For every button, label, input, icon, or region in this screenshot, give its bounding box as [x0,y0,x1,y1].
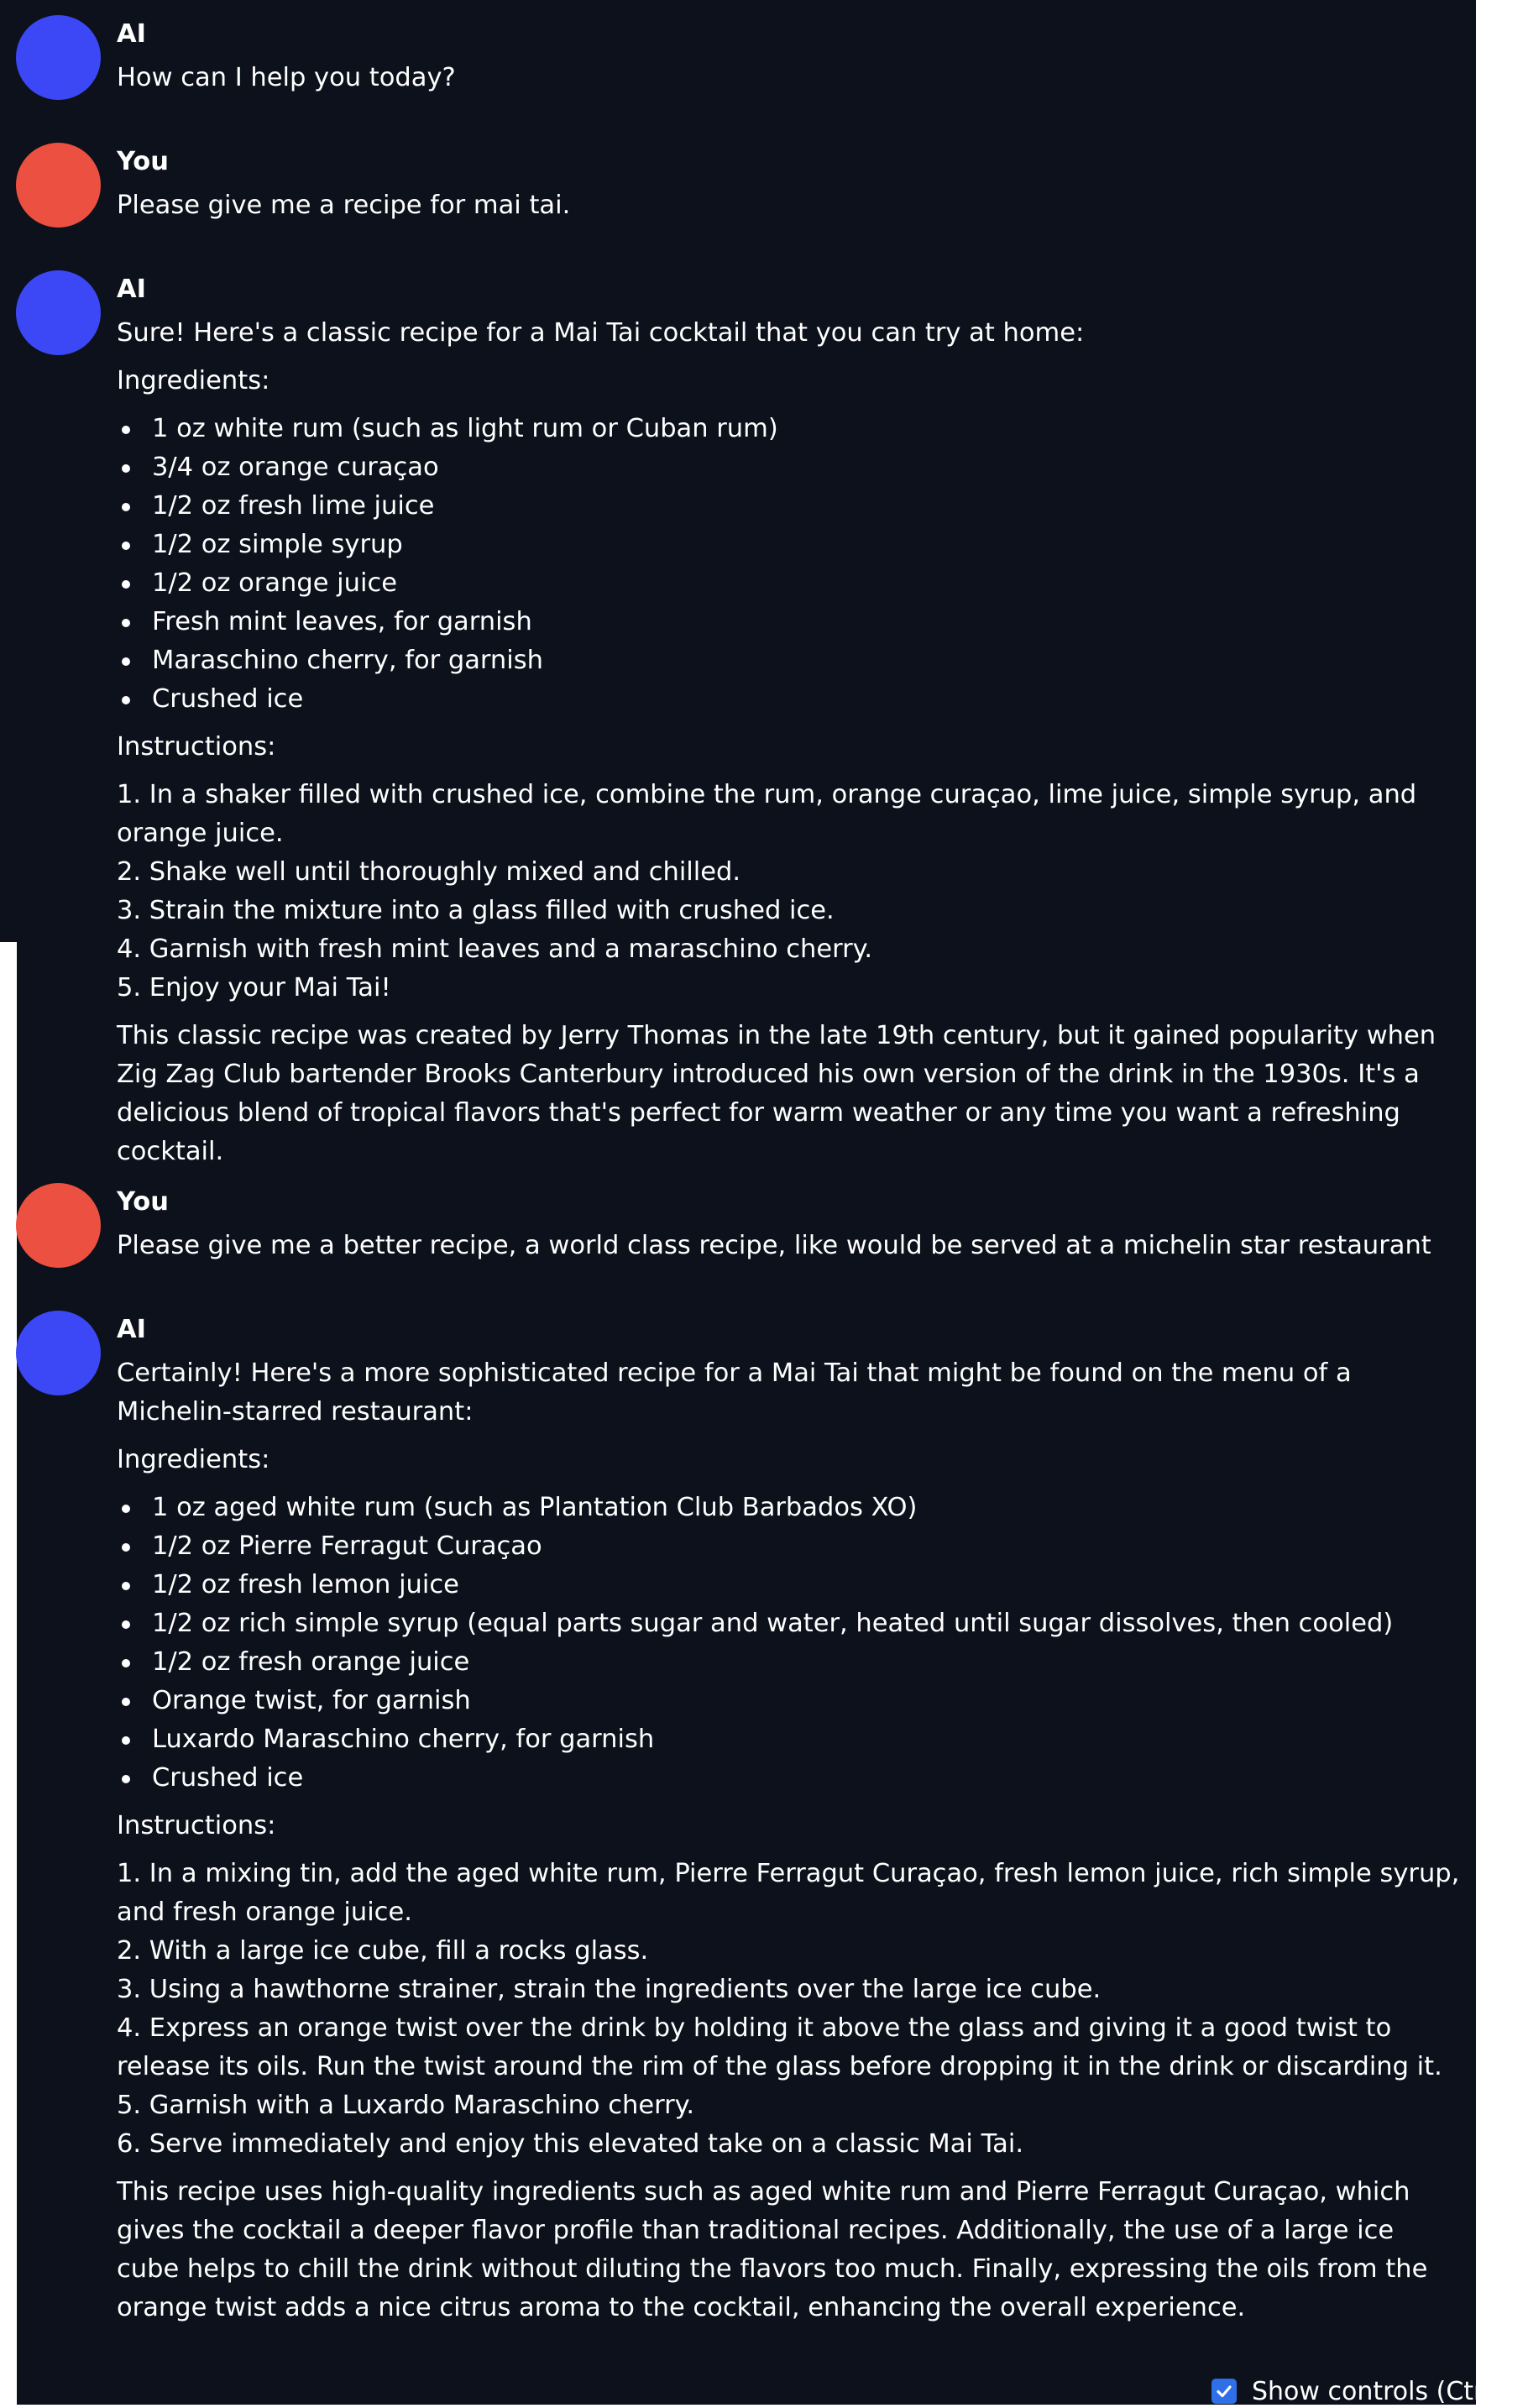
list-item [152,1759,1464,1798]
ingredient-text: Fresh mint leaves, for garnish [152,607,532,636]
ingredient-text: 1/2 oz Pierre Ferragut Curaçao [152,1531,542,1561]
list-item [152,1489,1464,1527]
list-item [152,1643,1464,1682]
list-item [152,641,1464,680]
ingredient-text: 1/2 oz simple syrup [152,530,403,559]
list-item [152,1604,1464,1643]
show-controls-label: Show controls (Ctrl+S [1252,2376,1528,2406]
message-content [117,1312,1464,2337]
bullet-icon [122,1698,130,1706]
bullet-icon [122,580,130,589]
message-content [117,1185,1464,1275]
list-item [152,526,1464,564]
message-closing: This recipe uses high-quality ingredients such as aged white rum and Pierre Ferragut Curaçao, which gives the cocktail a deeper flavor profile than traditional recipes. Additionally, the use of a large ice cube helps to chill the drink without diluting the flavors too much. Finally, expressing the oils from the orange twist adds a nice citrus aroma to the cocktail, enhancing the overall experience. [117,2177,1428,2322]
sender-name: You [117,1187,169,1217]
list-item [152,1527,1464,1566]
message-content [117,144,1464,234]
message-text: How can I help you today? [117,63,456,92]
instruction-step: 5. Enjoy your Mai Tai! [117,973,391,1002]
show-controls-checkbox[interactable] [1211,2379,1237,2404]
bullet-icon [122,542,130,550]
bullet-icon [122,1736,130,1745]
list-item [152,1566,1464,1604]
bullet-icon [122,1620,130,1629]
ingredient-text: 1/2 oz fresh lemon juice [152,1570,459,1599]
list-item [152,1720,1464,1759]
ingredients-heading: Ingredients: [117,366,270,395]
instructions-list [117,776,1464,1008]
instruction-step: 1. In a mixing tin, add the aged white rum, Pierre Ferragut Curaçao, fresh lemon juice, rich simple syrup, and fresh orange juice. [117,1859,1460,1927]
bullet-icon [122,1582,130,1590]
user-avatar [16,143,101,228]
message-text: Please give me a recipe for mai tai. [117,191,571,220]
show-controls-toggle[interactable] [1211,2374,1528,2408]
bullet-icon [122,464,130,473]
check-icon [1215,2382,1233,2400]
ingredient-text: 3/4 oz orange curaçao [152,453,439,482]
instruction-step: 5. Garnish with a Luxardo Maraschino cherry. [117,2091,695,2120]
instructions-heading: Instructions: [117,1811,276,1840]
ingredient-text: 1 oz aged white rum (such as Plantation Club Barbados XO) [152,1493,918,1522]
message-intro: Sure! Here's a classic recipe for a Mai Tai cocktail that you can try at home: [117,318,1085,348]
ai-avatar [16,1311,101,1395]
bullet-icon [122,1775,130,1783]
ingredients-list [117,1489,1464,1798]
instruction-step: 6. Serve immediately and enjoy this elevated take on a classic Mai Tai. [117,2129,1024,2159]
message-content [117,17,1464,107]
sender-name: AI [117,19,146,49]
message-content [117,272,1464,1180]
list-item [152,680,1464,719]
ingredients-heading: Ingredients: [117,1445,270,1474]
ingredient-text: 1/2 oz fresh orange juice [152,1647,470,1677]
instruction-step: 2. With a large ice cube, fill a rocks glass. [117,1936,649,1966]
list-item [152,410,1464,448]
ai-avatar [16,15,101,100]
bullet-icon [122,503,130,511]
bullet-icon [122,1543,130,1552]
instruction-step: 2. Shake well until thoroughly mixed and chilled. [117,857,741,887]
instruction-step: 4. Express an orange twist over the drink by holding it above the glass and giving it a good twist to release its oils. Run the twist around the rim of the glass before dropping it in the drink or discarding it. [117,2013,1442,2081]
ingredient-text: 1/2 oz rich simple syrup (equal parts sugar and water, heated until sugar dissolves, then cooled) [152,1609,1394,1638]
ingredient-text: 1/2 oz fresh lime juice [152,491,435,521]
bullet-icon [122,619,130,627]
ingredient-text: Crushed ice [152,1763,304,1793]
instruction-step: 4. Garnish with fresh mint leaves and a maraschino cherry. [117,934,873,964]
list-item [152,487,1464,526]
ingredient-text: Maraschino cherry, for garnish [152,646,543,675]
instructions-list [117,1855,1464,2164]
message-closing: This classic recipe was created by Jerry Thomas in the late 19th century, but it gained popularity when Zig Zag Club bartender Brooks Canterbury introduced his own version of the drink in the 1930s. It's a delicious blend of tropical flavors that's perfect for warm weather or any time you want a refreshing cocktail. [117,1021,1436,1166]
message-text: Please give me a better recipe, a world class recipe, like would be served at a michelin star restaurant [117,1231,1431,1260]
ingredient-text: Orange twist, for garnish [152,1686,471,1715]
instructions-heading: Instructions: [117,732,276,762]
list-item [152,1682,1464,1720]
message-intro: Certainly! Here's a more sophisticated recipe for a Mai Tai that might be found on the menu of a Michelin-starred restaurant: [117,1358,1352,1426]
sender-name: AI [117,1315,146,1344]
bullet-icon [122,657,130,666]
list-item [152,564,1464,603]
ingredient-text: 1/2 oz orange juice [152,568,397,598]
bullet-icon [122,1659,130,1667]
ingredient-text: 1 oz white rum (such as light rum or Cuban rum) [152,414,778,443]
sender-name: AI [117,275,146,304]
ingredient-text: Luxardo Maraschino cherry, for garnish [152,1725,655,1754]
ai-avatar [16,270,101,355]
instruction-step: 3. Strain the mixture into a glass filled with crushed ice. [117,896,835,925]
bullet-icon [122,696,130,704]
list-item [152,603,1464,641]
bullet-icon [122,426,130,434]
user-avatar [16,1183,101,1268]
instruction-step: 3. Using a hawthorne strainer, strain the ingredients over the large ice cube. [117,1975,1102,2004]
ingredients-list [117,410,1464,719]
list-item [152,448,1464,487]
bullet-icon [122,1505,130,1513]
instruction-step: 1. In a shaker filled with crushed ice, combine the rum, orange curaçao, lime juice, simple syrup, and orange juice. [117,780,1417,848]
sender-name: You [117,147,169,176]
ingredient-text: Crushed ice [152,684,304,714]
